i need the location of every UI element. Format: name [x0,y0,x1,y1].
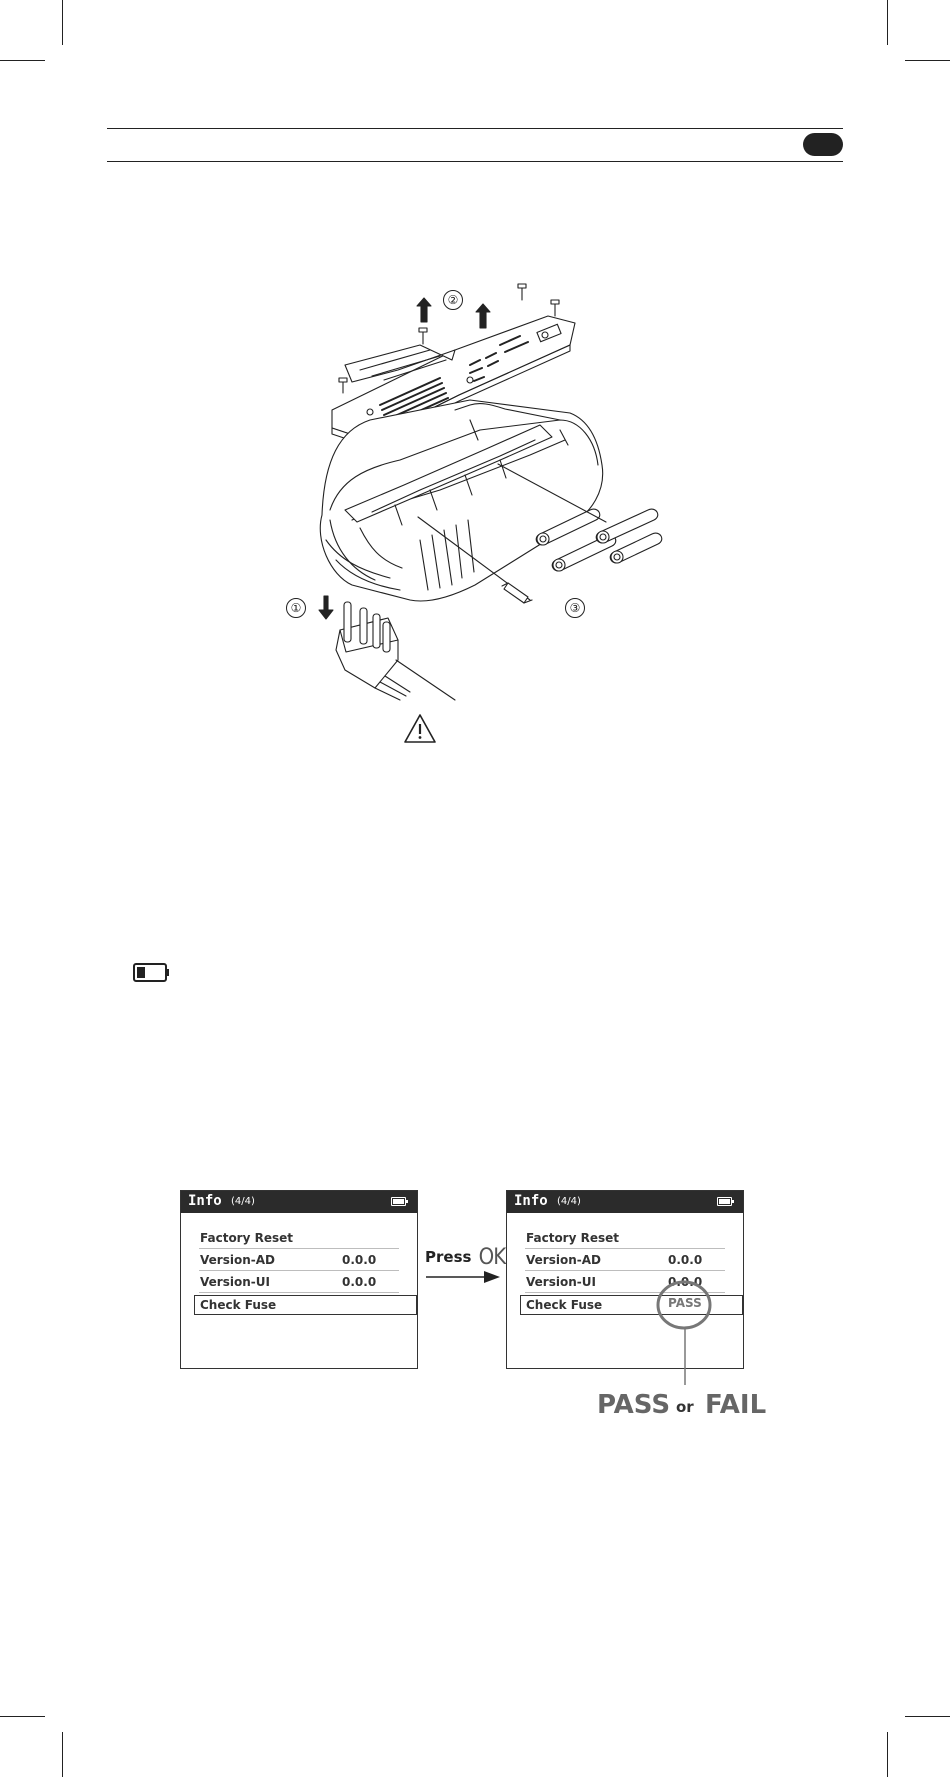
menu-item-factory-reset[interactable] [199,1227,399,1249]
press-label: Press [425,1248,472,1266]
crop-mark [905,60,950,61]
menu-item-label: Version-AD [200,1253,275,1267]
warning-triangle-icon [403,713,437,745]
menu-item-value: 0.0.0 [342,1275,377,1289]
menu-item-label: Check Fuse [200,1298,277,1312]
arrow-up-icon [476,304,490,328]
menu-item-version-ui[interactable] [199,1271,399,1293]
menu-item-value: 0.0.0 [668,1253,703,1267]
page-tab-marker [803,133,843,156]
battery-replacement-illustration [280,275,680,705]
menu-item-value: 0.0.0 [342,1253,377,1267]
menu-item-label: Check Fuse [526,1298,603,1312]
result-pass-label: PASS [597,1390,671,1420]
header-rule-bottom [107,161,843,162]
ok-key-label: OK [478,1245,506,1270]
screw-icon [551,300,559,316]
screw-icon [518,284,526,300]
step-marker-2: ② [443,290,463,310]
highlight-circle [650,1278,720,1388]
press-ok-instruction [425,1245,505,1270]
screen-page-indicator: (4/4) [231,1196,255,1207]
crop-mark [887,1732,888,1777]
battery-low-icon [133,962,171,984]
step-marker-3: ③ [565,598,585,618]
arrow-right-icon [426,1269,502,1285]
fuse-status-value: PASS [668,1296,702,1310]
step-marker-1: ① [286,598,306,618]
info-screen-before [180,1190,418,1369]
screen-title-bar [181,1191,417,1213]
screw-icon [339,378,347,393]
menu-item-factory-reset[interactable] [525,1227,725,1249]
menu-item-label: Factory Reset [526,1231,619,1245]
menu-item-value: 0.0.0 [668,1275,703,1289]
menu-item-label: Version-AD [526,1253,601,1267]
menu-item-label: Version-UI [200,1275,270,1289]
screw-icon [419,328,427,344]
menu-item-version-ad[interactable] [525,1249,725,1271]
crop-mark [0,1716,45,1717]
battery-full-icon [391,1197,406,1206]
crop-mark [905,1716,950,1717]
arrow-down-icon [319,596,333,619]
screen-page-indicator: (4/4) [557,1196,581,1207]
menu-item-label: Version-UI [526,1275,596,1289]
header-rule-top [107,128,843,129]
screen-title-bar [507,1191,743,1213]
result-fail-label: FAIL [705,1390,767,1420]
battery-full-icon [717,1197,732,1206]
menu-item-check-fuse[interactable] [194,1295,417,1315]
arrow-up-icon [417,298,431,322]
crop-mark [887,0,888,45]
crop-mark [62,0,63,45]
screen-title: Info [188,1193,222,1209]
crop-mark [62,1732,63,1777]
menu-item-label: Factory Reset [200,1231,293,1245]
result-or-label: or [676,1398,694,1416]
menu-item-version-ad[interactable] [199,1249,399,1271]
crop-mark [0,60,45,61]
screen-title: Info [514,1193,548,1209]
